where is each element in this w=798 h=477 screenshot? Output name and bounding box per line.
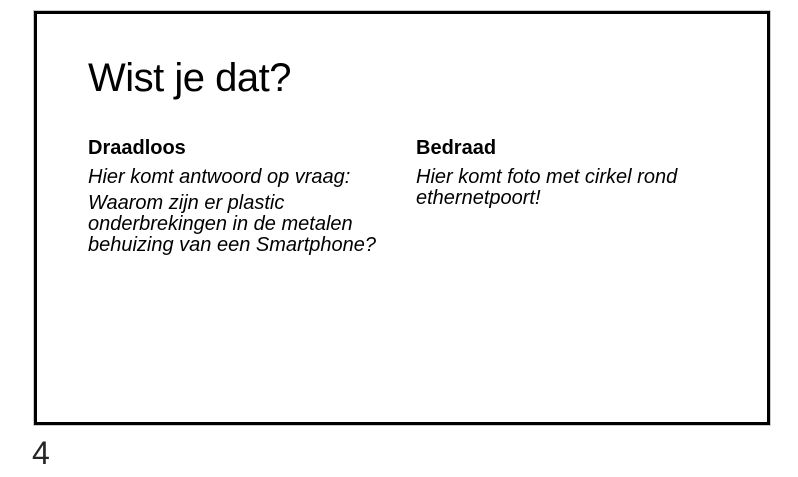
column-bedraad (416, 138, 711, 214)
slide-frame (34, 11, 770, 425)
column-draadloos (88, 138, 383, 261)
column-heading-draadloos: Draadloos (88, 137, 186, 159)
page-number: 4 (32, 435, 50, 471)
column-heading-bedraad: Bedraad (416, 137, 497, 159)
column-paragraph: Hier komt antwoord op vraag: (88, 166, 351, 188)
slide-title: Wist je dat? (88, 56, 291, 100)
column-paragraph: Hier komt foto met cirkel rond ethernetpoort! (416, 166, 678, 209)
column-paragraph: Waarom zijn er plastic onderbrekingen in de metalen behuizing van een Smartphone? (88, 192, 376, 256)
